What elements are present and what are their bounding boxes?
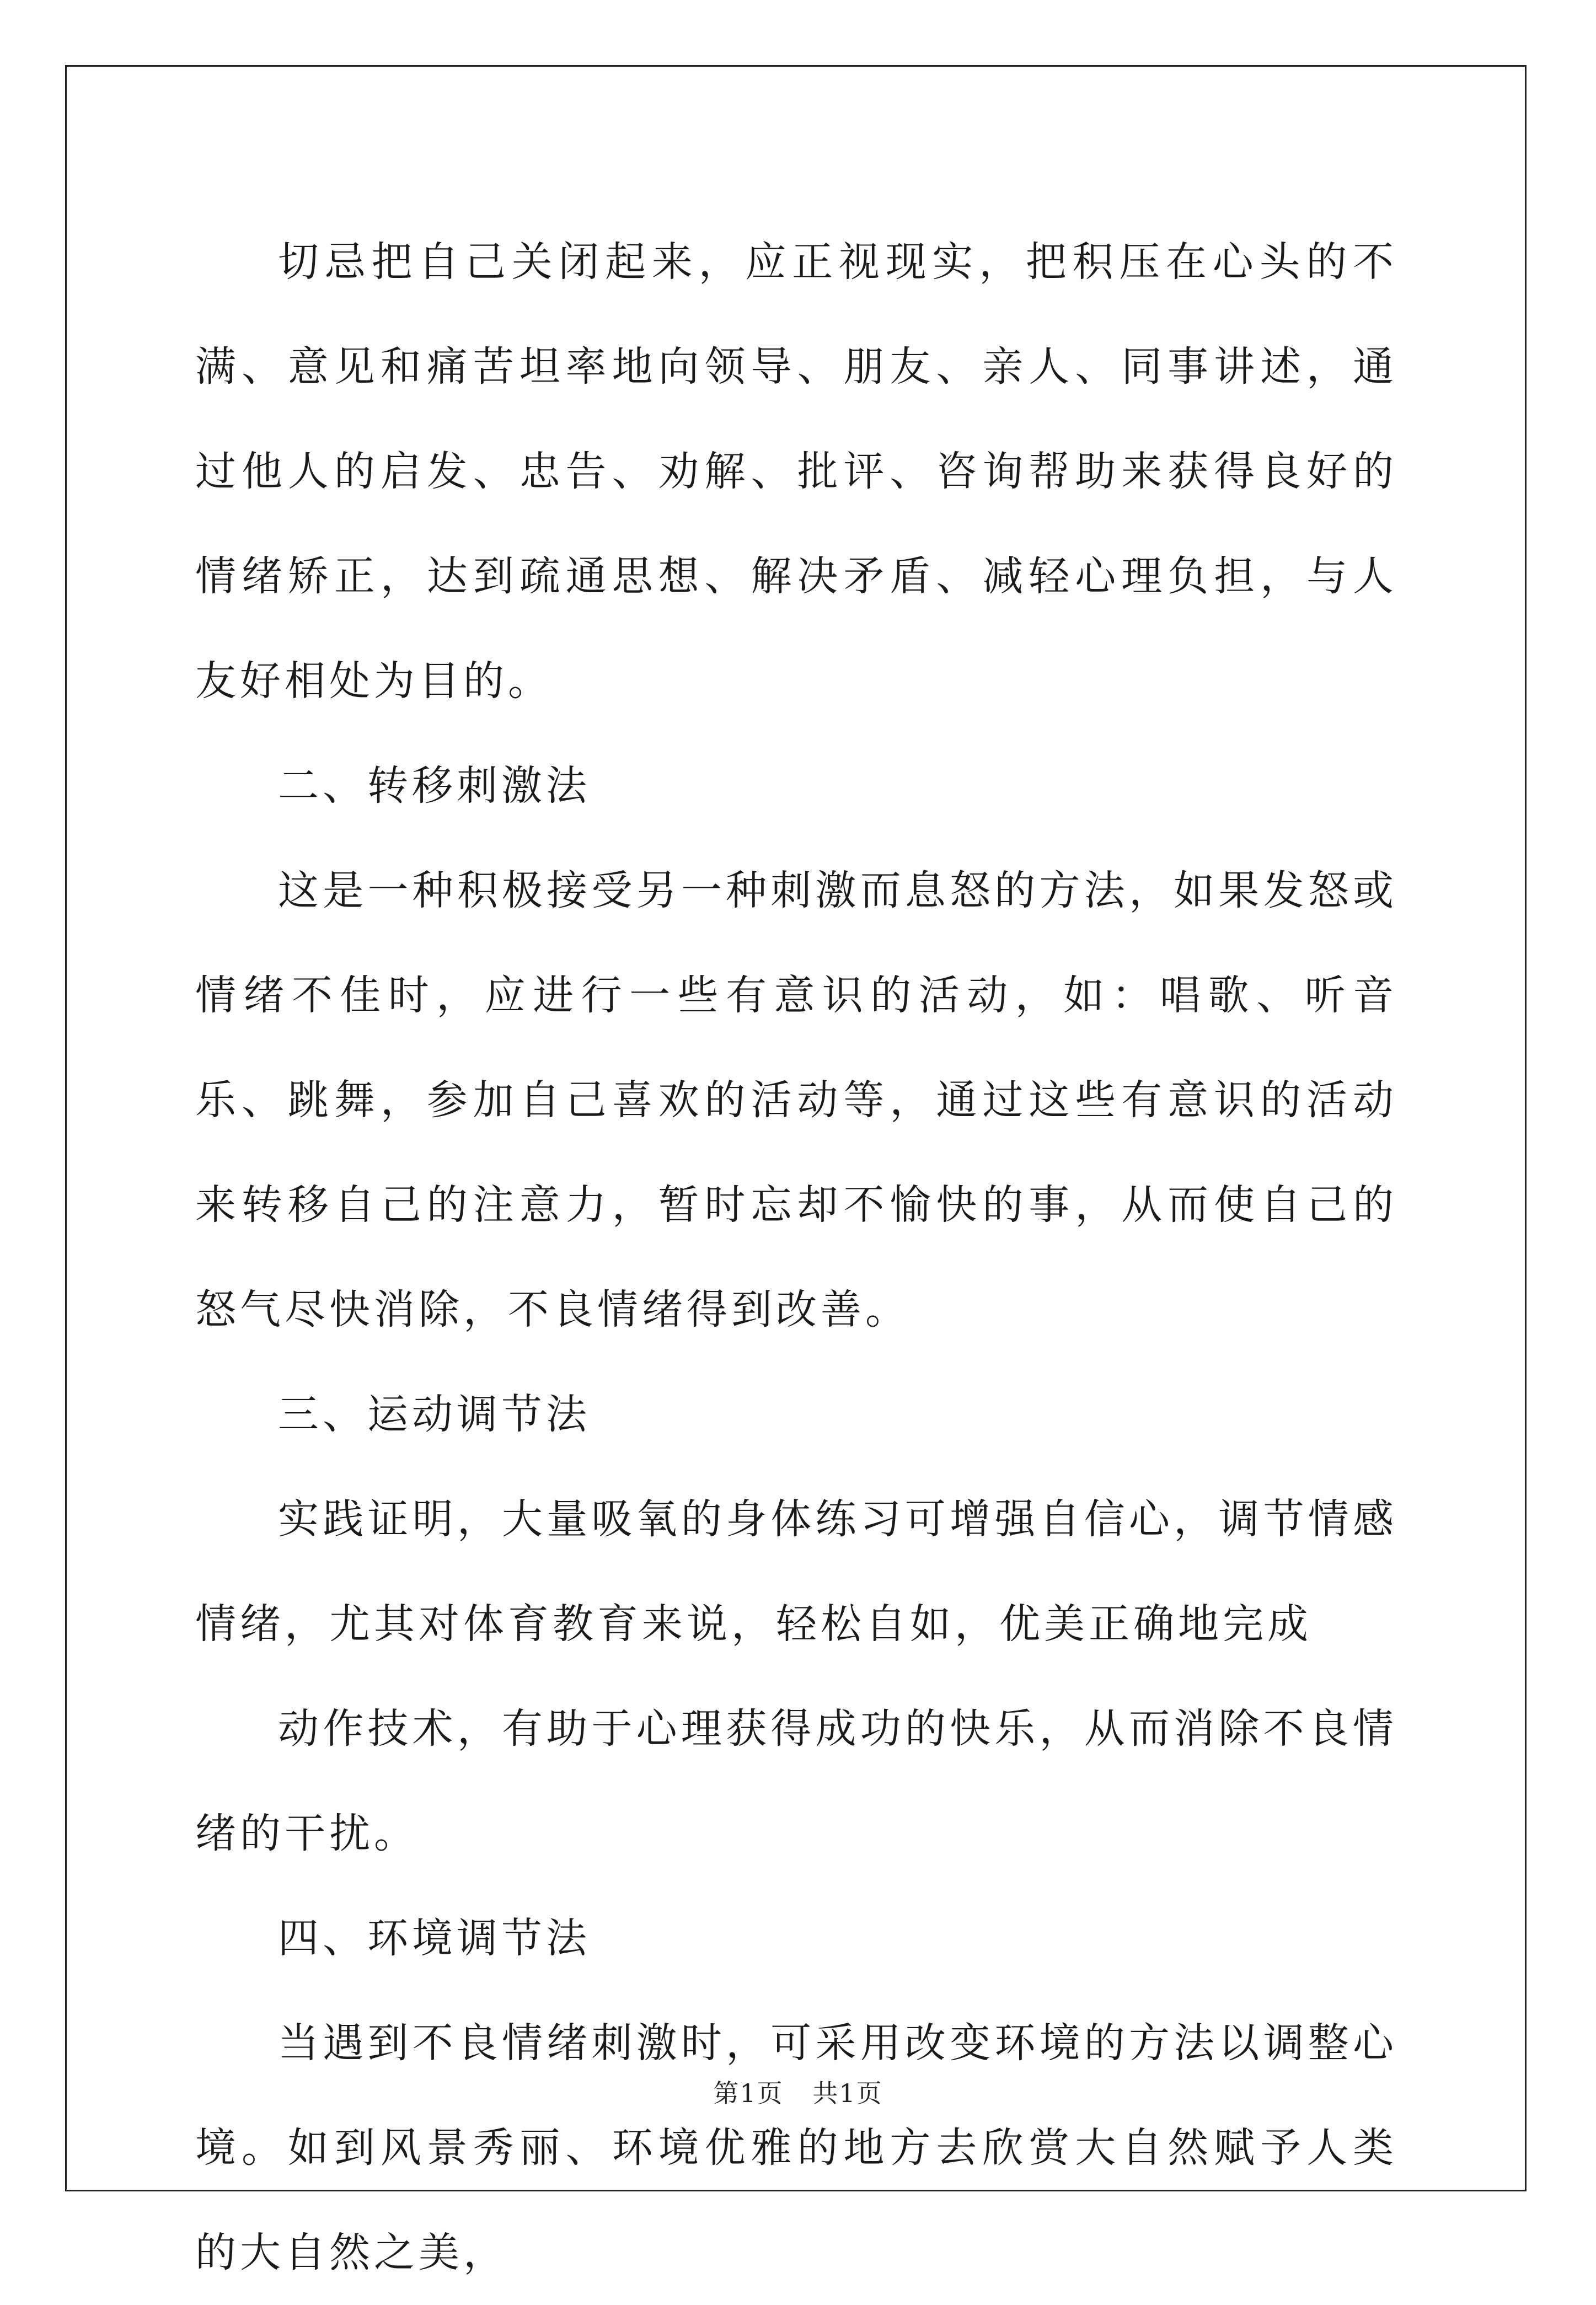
paragraph-intro: 切忌把自己关闭起来，应正视现实，把积压在心头的不满、意见和痛苦坦率地向领导、朋友、亲人、同事讲述，通过他人的启发、忠告、劝解、批评、咨询帮助来获得良好的情绪矫正，达到疏通思想、解决矛盾、减轻心理负担，与人友好相处为目的。 bbox=[195, 238, 1397, 705]
document-body bbox=[195, 210, 1397, 2305]
paragraph-exercise-2: 动作技术，有助于心理获得成功的快乐，从而消除不良情绪的干扰。 bbox=[195, 1705, 1397, 1857]
section-heading-3: 三、运动调节法 bbox=[278, 1391, 591, 1438]
page-footer bbox=[0, 2073, 1596, 2110]
page-number: 第1页 bbox=[713, 2078, 784, 2108]
section-heading-4: 四、环境调节法 bbox=[278, 1915, 591, 1962]
paragraph-transfer-stimulus: 这是一种积极接受另一种刺激而息怒的方法，如果发怒或情绪不佳时，应进行一些有意识的活动，如：唱歌、听音乐、跳舞，参加自己喜欢的活动等，通过这些有意识的活动来转移自己的注意力，暂时忘却不愉快的事，从而使自己的怒气尽快消除，不良情绪得到改善。 bbox=[195, 867, 1397, 1333]
paragraph-environment: 当遇到不良情绪刺激时，可采用改变环境的方法以调整心境。如到风景秀丽、环境优雅的地方去欣赏大自然赋予人类的大自然之美， bbox=[195, 2019, 1397, 2276]
paragraph-exercise-1: 实践证明，大量吸氧的身体练习可增强自信心，调节情感情绪，尤其对体育教育来说，轻松自如，优美正确地完成 bbox=[195, 1495, 1397, 1648]
page-total: 共1页 bbox=[812, 2078, 883, 2108]
section-heading-2: 二、转移刺激法 bbox=[278, 762, 591, 810]
